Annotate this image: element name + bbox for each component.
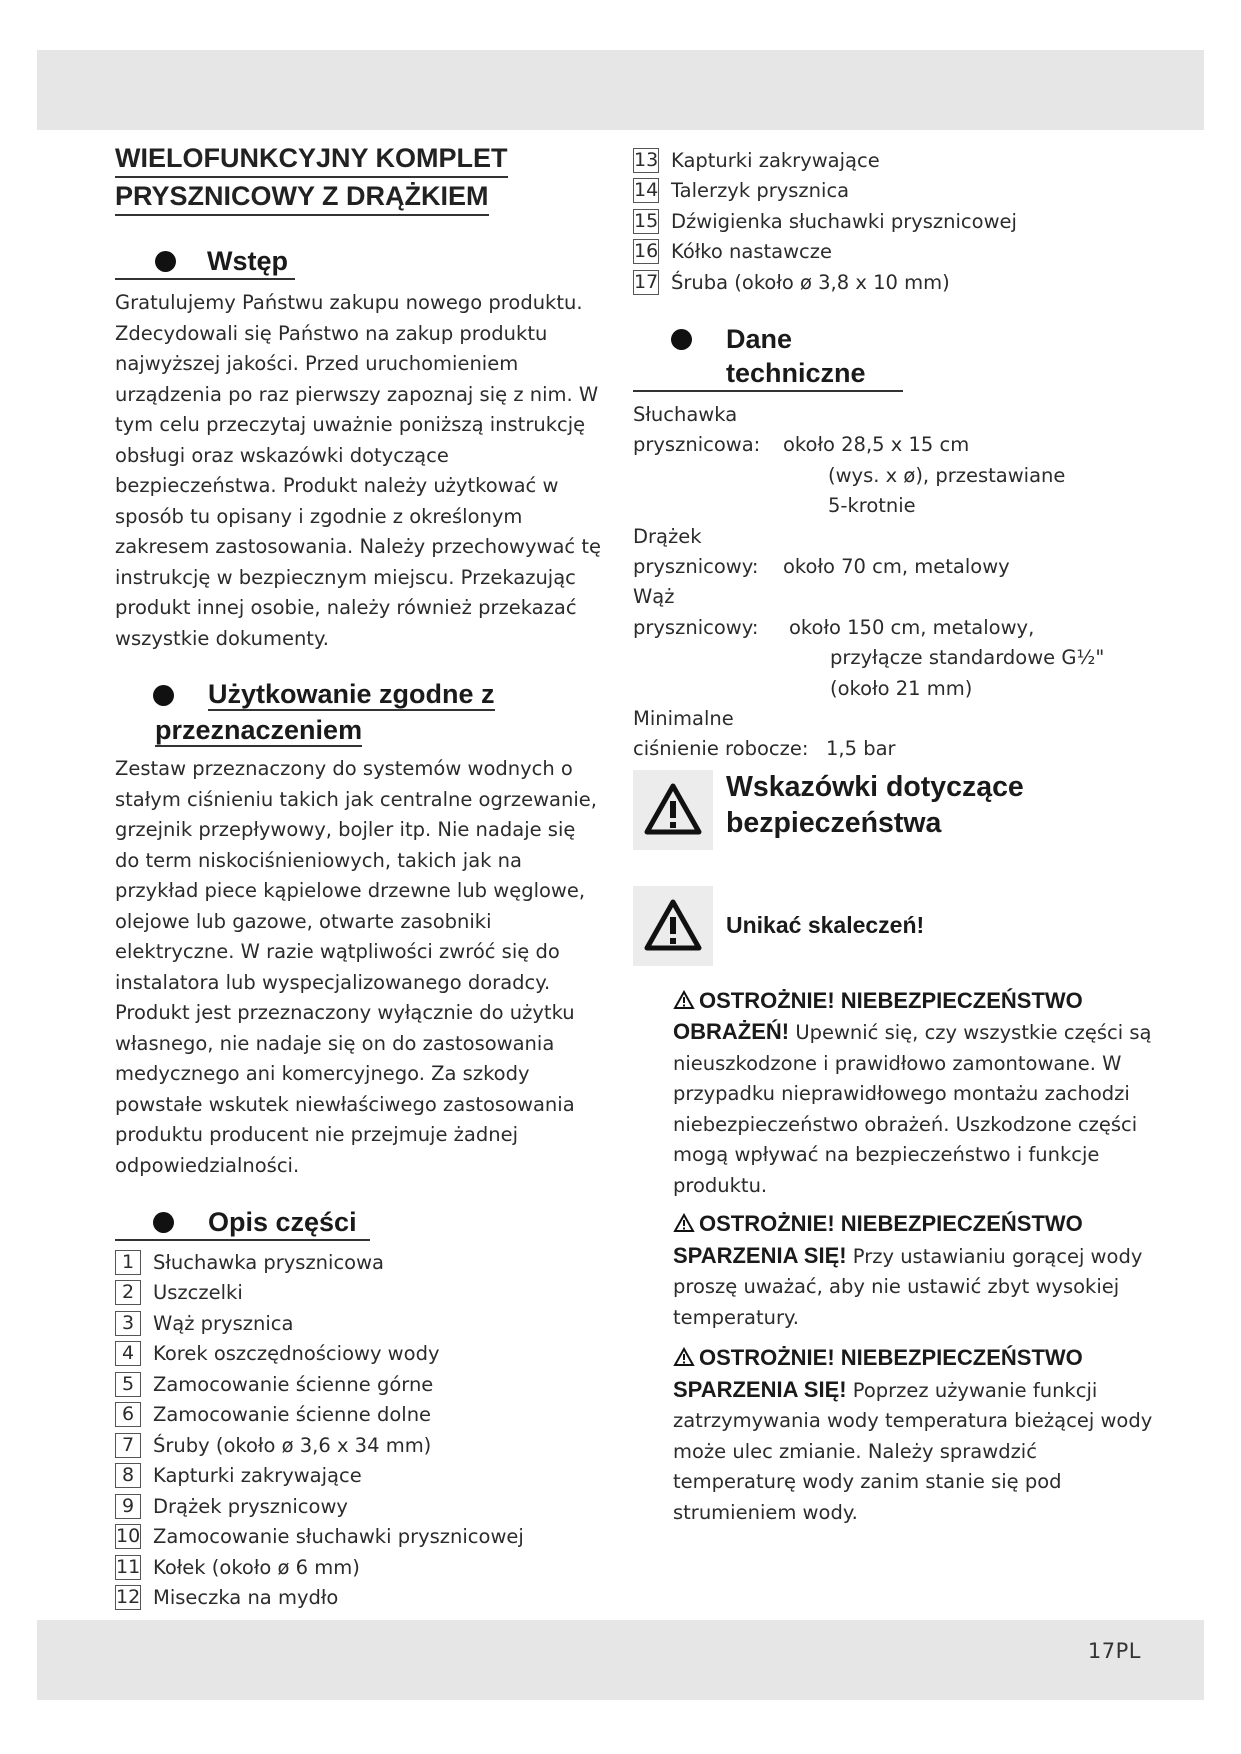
list-item <box>633 145 1153 176</box>
spec-label: prysznicowa: <box>633 432 761 456</box>
list-item <box>115 1247 605 1278</box>
spec-value: 1,5 bar <box>826 736 896 760</box>
right-column <box>633 145 1153 1528</box>
list-item <box>633 176 1153 207</box>
caution-icon <box>673 1213 695 1233</box>
list-item <box>115 1552 605 1583</box>
warning-caption: OSTROŻNIE! NIEBEZPIECZEŃSTWO SPARZENIA SIĘ! <box>673 1211 1083 1268</box>
list-item <box>633 237 1153 268</box>
part-number: 11 <box>116 1555 141 1578</box>
part-number: 16 <box>634 240 659 263</box>
spec-value: przyłącze standardowe G½" <box>830 645 1105 669</box>
part-label: Zamocowanie ścienne dolne <box>153 1403 432 1427</box>
parts-heading <box>115 1205 370 1241</box>
list-item <box>115 1583 605 1614</box>
spec-label: Słuchawka <box>633 402 738 426</box>
part-label: Miseczka na mydło <box>153 1586 339 1610</box>
list-item <box>115 1400 605 1431</box>
part-number: 14 <box>634 179 659 202</box>
page-number: 17PL <box>1087 1639 1141 1663</box>
part-number: 4 <box>115 1341 141 1366</box>
part-number: 1 <box>115 1250 141 1275</box>
parts-heading-text: Opis części <box>115 1205 370 1241</box>
part-label: Drążek prysznicowy <box>153 1494 348 1518</box>
part-number: 6 <box>115 1402 141 1427</box>
warning-text: Poprzez używanie funkcji zatrzymywania wody temperatura bieżącej wody może ulec zmianie. Należy sprawdzić temperaturę wody zanim stanie się pod strumieniem wody. <box>673 1378 1153 1524</box>
safety-heading <box>726 769 1024 841</box>
intro-paragraph: Gratulujemy Państwu zakupu nowego produktu. Zdecydowali się Państwo na zakup produktu najwyższej jakości. Przed uruchomieniem urządzenia po raz pierwszy zapoznaj się z nim. W tym celu przeczytaj uważnie poniższą instrukcję obsługi oraz wskazówki dotyczące bezpieczeństwa. Produkt należy użytkować w sposób tu opisany i zgodnie z określonym zakresem zastosowania. Należy przechowywać tę instrukcję w bezpiecznym miejscu. Przekazując produkt innej osobie, należy również przekazać wszystkie dokumenty. <box>115 291 601 650</box>
bullet-icon <box>153 1212 174 1233</box>
part-label: Korek oszczędnościowy wody <box>153 1342 440 1366</box>
part-number: 2 <box>115 1280 141 1305</box>
safety-heading-line1: Wskazówki dotyczące <box>726 770 1024 803</box>
part-label: Talerzyk prysznica <box>671 179 850 203</box>
intro-heading-text: Wstęp <box>115 244 295 280</box>
spec-label: Drążek <box>633 524 702 548</box>
list-item <box>115 1430 605 1461</box>
spec-value: (wys. x ø), przestawiane <box>828 463 1066 487</box>
part-number: 17 <box>634 270 659 293</box>
spec-value: około 150 cm, metalowy, <box>789 615 1035 639</box>
list-item <box>115 1522 605 1553</box>
bullet-icon <box>671 329 692 350</box>
spec-value: około 70 cm, metalowy <box>783 554 1010 578</box>
warning-caption: OSTROŻNIE! NIEBEZPIECZEŃSTWO OBRAŻEŃ! <box>673 987 1083 1044</box>
part-label: Wąż prysznica <box>153 1311 294 1335</box>
usage-heading-line1: Użytkowanie zgodne z <box>208 679 495 709</box>
warning-text: Upewnić się, czy wszystkie części są nieuszkodzone i prawidłowo zamontowane. W przypadku nieprawidłowego montażu zachodzi niebezpieczeństwo obrażeń. Uszkodzone części mogą wpływać na bezpieczeństwo i funkcje produktu. <box>673 1021 1152 1197</box>
left-column <box>115 140 605 1613</box>
parts-list-continued <box>633 145 1153 298</box>
part-label: Kółko nastawcze <box>671 240 832 264</box>
spec-value: (około 21 mm) <box>830 676 973 700</box>
usage-heading-line2: przeznaczeniem <box>155 715 363 745</box>
list-item <box>633 206 1153 237</box>
list-item <box>115 1491 605 1522</box>
part-label: Zamocowanie ścienne górne <box>153 1372 434 1396</box>
bullet-icon <box>155 251 176 272</box>
part-label: Uszczelki <box>153 1281 243 1305</box>
part-number: 15 <box>634 209 659 232</box>
part-label: Śruby (około ø 3,6 x 34 mm) <box>153 1433 432 1457</box>
spec-label: Minimalne <box>633 706 734 730</box>
part-number: 13 <box>634 148 659 171</box>
part-number: 3 <box>115 1311 141 1336</box>
tech-heading <box>633 322 903 392</box>
part-label: Kapturki zakrywające <box>671 148 880 172</box>
part-number: 9 <box>115 1494 141 1519</box>
part-label: Kołek (około ø 6 mm) <box>153 1555 360 1579</box>
part-label: Dźwigienka słuchawki prysznicowej <box>671 209 1017 233</box>
avoid-injury-header <box>633 886 1153 968</box>
spec-label: prysznicowy: <box>633 615 759 639</box>
spec-label: prysznicowy: <box>633 554 759 578</box>
tech-specs <box>633 400 1153 770</box>
caution-icon <box>673 990 695 1010</box>
part-number: 12 <box>116 1586 141 1609</box>
list-item <box>115 1461 605 1492</box>
list-item <box>115 1369 605 1400</box>
caution-icon <box>673 1347 695 1367</box>
warning-paragraph <box>633 986 1153 1202</box>
warning-box <box>633 886 713 966</box>
spec-value: około 28,5 x 15 cm <box>783 432 970 456</box>
safety-heading-line2: bezpieczeństwa <box>726 806 942 839</box>
warning-text: Przy ustawianiu gorącej wody proszę uważać, aby nie ustawić zbyt wysokiej temperatury. <box>673 1244 1143 1329</box>
safety-header <box>633 770 1153 852</box>
spec-value: 5-krotnie <box>828 493 916 517</box>
spec-label: Wąż <box>633 584 675 608</box>
list-item <box>633 267 1153 298</box>
tech-heading-text: Dane techniczne <box>633 322 903 392</box>
avoid-injury-heading: Unikać skaleczeń! <box>726 911 925 938</box>
document-title-line2: PRYSZNICOWY Z DRĄŻKIEM <box>115 178 489 216</box>
parts-list <box>115 1247 605 1613</box>
bullet-icon <box>153 685 174 706</box>
intro-heading <box>115 244 295 280</box>
spec-label: ciśnienie robocze: <box>633 736 809 760</box>
usage-heading <box>115 676 605 748</box>
part-label: Zamocowanie słuchawki prysznicowej <box>153 1525 524 1549</box>
footer-band <box>37 1620 1204 1700</box>
part-number: 5 <box>115 1372 141 1397</box>
list-item <box>115 1308 605 1339</box>
usage-paragraph: Zestaw przeznaczony do systemów wodnych o stałym ciśnieniu takich jak centralne ogrzewanie, grzejnik przepływowy, bojler itp. Nie nadaje się do term niskociśnieniowych, takich jak na przykład piece kąpielowe drzewne lub węglowe, olejowe lub gazowe, otwarte zasobniki elektryczne. W razie wątpliwości zwróć się do instalatora lub wyspecjalizowanego doradcy. Produkt jest przeznaczony wyłącznie do użytku własnego, nie nadaje się on do zastosowania medycznego ani komercyjnego. Za szkody powstałe wskutek niewłaściwego zastosowania produktu producent nie przejmuje żadnej odpowiedzialności. <box>115 757 597 1177</box>
part-label: Kapturki zakrywające <box>153 1464 362 1488</box>
warning-caption: OSTROŻNIE! NIEBEZPIECZEŃSTWO SPARZENIA SIĘ! <box>673 1345 1083 1402</box>
document-title <box>115 140 605 216</box>
list-item <box>115 1339 605 1370</box>
part-number: 10 <box>116 1525 141 1548</box>
warning-triangle-icon <box>643 782 703 836</box>
document-title-line1: WIELOFUNKCYJNY KOMPLET <box>115 140 508 178</box>
part-number: 7 <box>115 1433 141 1458</box>
part-label: Śruba (około ø 3,8 x 10 mm) <box>671 270 950 294</box>
part-number: 8 <box>115 1463 141 1488</box>
header-band <box>37 50 1204 130</box>
warning-paragraph <box>633 1209 1153 1333</box>
warning-triangle-icon <box>643 898 703 952</box>
warning-paragraph <box>633 1343 1153 1528</box>
warning-box <box>633 770 713 850</box>
part-label: Słuchawka prysznicowa <box>153 1250 385 1274</box>
list-item <box>115 1278 605 1309</box>
